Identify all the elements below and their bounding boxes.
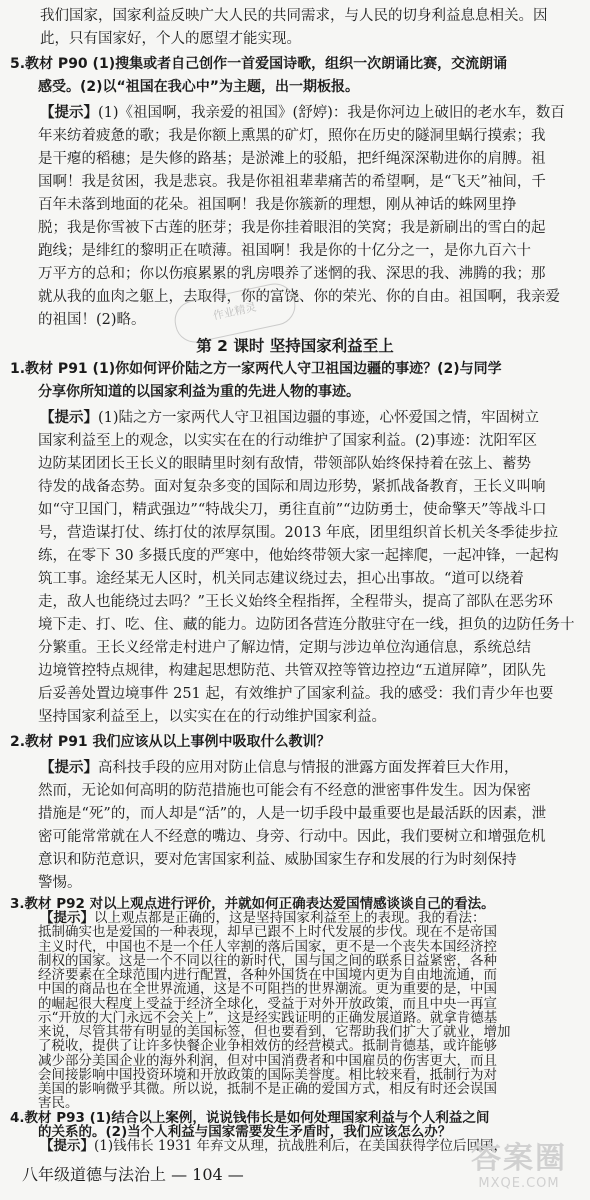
answer-1-text: (1)陆之方一家两代人守卫祖国边疆的事迹，心怀爱国之情，牢固树立 [98, 410, 540, 426]
answer-3-line: 会间接影响中国投资环境和开放政策的国际美誉度。相比较来看，抵制行为对 [38, 1066, 497, 1083]
answer-2-line: 措施是“死”的，而人却是“活”的，人是一切手段中最重要也是最活跃的因素，泄 [38, 806, 547, 822]
answer-1-line: 后妥善处置边境事件 251 起，有效维护了国家利益。我的感受：我们青少年也要 [38, 686, 554, 702]
question-5-line: 5.教材 P90 (1)搜集或者自己创作一首爱国诗歌，组织一次朗诵比赛，交流朗诵 [10, 56, 508, 72]
answer-2-line [40, 758, 590, 778]
answer-2-line: 然而，无论如何高明的防范措施也可能会有不经意的泄密事件发生。因为保密 [38, 783, 531, 799]
answer-1-line: 号，营造谋打仗、练打仗的浓厚氛围。2013 年底，团里组织首长机关冬季徒步拉 [38, 525, 559, 541]
answer-3-line: 中国的商品也在全世界流通，这是不可阻挡的世界潮流。更为重要的是，中国 [38, 981, 497, 998]
answer-1-line: 待发的战备态势。面对复杂多变的国际和周边形势，紧抓战备教育，王长义叫响 [38, 479, 546, 495]
answer-3-line: 抵制确实也是爱国的一种表现，却早已跟不上时代发展的步伐。现在不是帝国 [38, 924, 497, 941]
answer-5-line: 跑线；是绯红的黎明正在喷薄。祖国啊！我是你的十亿分之一，是你九百六十 [38, 243, 531, 259]
hint-tag: 【提示】 [40, 1138, 94, 1154]
answer-5-line: 国啊！我是贫困，我是悲哀。我是你祖祖辈辈痛苦的希望啊，是“飞天”袖间，千 [38, 174, 546, 190]
question-4-line: 4.教材 P93 (1)结合以上案例，说说钱伟长是如何处理国家利益与个人利益之间 [10, 1109, 490, 1126]
answer-3-line: 减少部分美国企业的海外利润，但对中国消费者和中国雇员的伤害更大，而且 [38, 1052, 497, 1069]
answer-5-line: 是干瘪的稻穗；是失修的路基；是淤滩上的驳船，把纤绳深深勒进你的肩膊。祖 [38, 151, 546, 167]
question-5-line: 感受。(2)以“祖国在我心中”为主题，出一期板报。 [38, 79, 359, 95]
answer-1-line: 国家利益至上的观念，以实实在在的行动维护了国家利益。(2)事迹：沈阳军区 [38, 433, 538, 449]
answer-1-line: 坚持国家利益至上，以实实在在的行动维护国家利益。 [38, 709, 386, 725]
answer-5-line: 脱；我是你雪被下古莲的胚芽；我是你挂着眼泪的笑窝；我是新刷出的雪白的起 [38, 220, 546, 236]
corner-watermark [454, 1142, 584, 1196]
watermark-site-text: MXQE.COM [478, 1176, 560, 1191]
answer-1-line: 边境管控特点规律，构建起思想防范、共管双控等管边控边“五道屏障”，团队先 [38, 663, 546, 679]
page-footer: 八年级道德与法治上 — 104 — [22, 1165, 244, 1184]
answer-3-line: 经济要素在全球范围内进行配置，各种外国货在中国境内更为自由地流通，而 [38, 967, 497, 984]
answer-5-line: 百年未落到地面的花朵。祖国啊！我是你簇新的理想，刚从神话的蛛网里挣 [38, 197, 517, 213]
answer-5-text: (1)《祖国啊，我亲爱的祖国》(舒婷)：我是你河边上破旧的老水车，数百 [98, 105, 565, 121]
answer-3-line: 害民。 [38, 1095, 79, 1112]
answer-1-line: 境下走、打、吃、住、藏的能力。边防团各营连分散驻守在一线，担负的边防任务十 [38, 617, 575, 633]
watermark-stamp: 作业精灵 [171, 280, 299, 346]
answer-1-line: 如“守卫国门，精武强边”“特战尖刀，勇往直前”“边防勇士，使命擎天”等战斗口 [38, 502, 547, 518]
hint-tag: 【提示】 [40, 105, 98, 121]
question-1-line: 1.教材 P91 (1)你如何评价陆之方一家两代人守卫祖国边疆的事迹？(2)与同学 [10, 361, 502, 377]
answer-5-line: 就从我的血肉之躯上，去取得，你的富饶、你的荣光、你的自由。祖国啊，我亲爱 [38, 289, 560, 305]
answer-5-line: 万平方的总和；你以伤痕累累的乳房喂养了迷惘的我、深思的我、沸腾的我；那 [38, 266, 546, 282]
lesson-heading: 第 2 课时 坚持国家利益至上 [196, 337, 394, 355]
answer-5-line [40, 103, 590, 123]
answer-2-line: 警惕。 [38, 875, 82, 891]
answer-1-line: 练，在零下 30 多摄氏度的严寒中，他始终带领大家一起摔爬，一起冲锋，一起构 [38, 548, 559, 564]
answer-1-line: 分繁重。王长义经常走村进户了解边情，定期与涉边单位沟通信息，系统总结 [38, 640, 531, 656]
answer-1-line: 边防某团团长王长义的眼睛里时刻有敌情，带领部队始终保持着在弦上、蓄势 [38, 456, 531, 472]
answer-5-line: 年来纺着疲惫的歌；我是你额上熏黑的矿灯，照你在历史的隧洞里蜗行摸索；我 [38, 128, 546, 144]
answer-3-line: 示“开放的大门永远不会关上”，这是经实践证明的正确发展道路。就拿肯德基 [38, 1009, 498, 1026]
answer-3-line: 美国的影响微乎其微。所以说，抵制不是正确的爱国方式，相反有时还会误国 [38, 1081, 497, 1098]
watermark-logo-text: 答案圈 [471, 1141, 567, 1176]
question-3-line: 3.教材 P92 对以上观点进行评价，并就如何正确表达爱国情感谈谈自己的看法。 [10, 896, 495, 912]
answer-3-line: 来说，尽管其带有明显的美国标签，但也要看到，它帮助我们扩大了就业，增加 [38, 1024, 511, 1041]
answer-1-line [40, 408, 590, 428]
answer-5-line: 的祖国！(2)略。 [38, 312, 146, 328]
answer-3-line: 主义时代，中国也不是一个任人宰割的落后国家，更不是一个丧失本国经济控 [38, 938, 497, 955]
answer-4-text: (1)钱伟长 1931 年弃文从理，抗战胜利后，在美国获得学位后回国， [94, 1138, 508, 1154]
hint-tag: 【提示】 [40, 760, 98, 776]
answer-2-text: 高科技手段的应用对防止信息与情报的泄露方面发挥着巨大作用， [98, 760, 519, 776]
answer-1-line: 走，敌人也能绕过去吗？”王长义始终全程指挥，全程带头，提高了部队在恶劣环 [38, 594, 553, 610]
question-1-line: 分享你所知道的以国家利益为重的先进人物的事迹。 [38, 384, 360, 400]
answer-3-line: 制权的国家。这是一个不同以往的新时代，国与国之间的联系日益紧密，各种 [38, 952, 497, 969]
intro-line: 此，只有国家好，个人的愿望才能实现。 [40, 31, 301, 47]
answer-3-line: 了税收，提供了让许多快餐企业争相效仿的经营模式。抵制肯德基，或许能够 [38, 1038, 497, 1055]
hint-tag: 【提示】 [40, 410, 98, 426]
answer-2-line: 意识和防范意识，要对危害国家利益、威胁国家生存和发展的行为时刻保持 [38, 852, 517, 868]
question-2-line: 2.教材 P91 我们应该从以上事例中吸取什么教训？ [10, 734, 331, 750]
intro-line: 我们国家，国家利益反映广大人民的共同需求，与人民的切身利益息息相关。因 [40, 8, 548, 24]
answer-1-line: 筑工事。途经某无人区时，机关同志建议绕过去，担心出事故。“道可以绕着 [38, 571, 524, 587]
answer-3-text: 以上观点都是正确的，这是坚持国家利益至上的表现。我的看法： [94, 910, 486, 927]
answer-2-line: 密可能常常就在人不经意的嘴边、身旁、行动中。因此，我们要树立和增强危机 [38, 829, 546, 845]
question-4-line: 的关系的。(2)当个人利益与国家需要发生矛盾时，我们应该怎么办？ [38, 1123, 452, 1140]
answer-3-line: 的崛起很大程度上受益于经济全球化，受益于对外开放政策，而且中央一再宣 [38, 995, 497, 1012]
hint-tag: 【提示】 [40, 910, 94, 927]
